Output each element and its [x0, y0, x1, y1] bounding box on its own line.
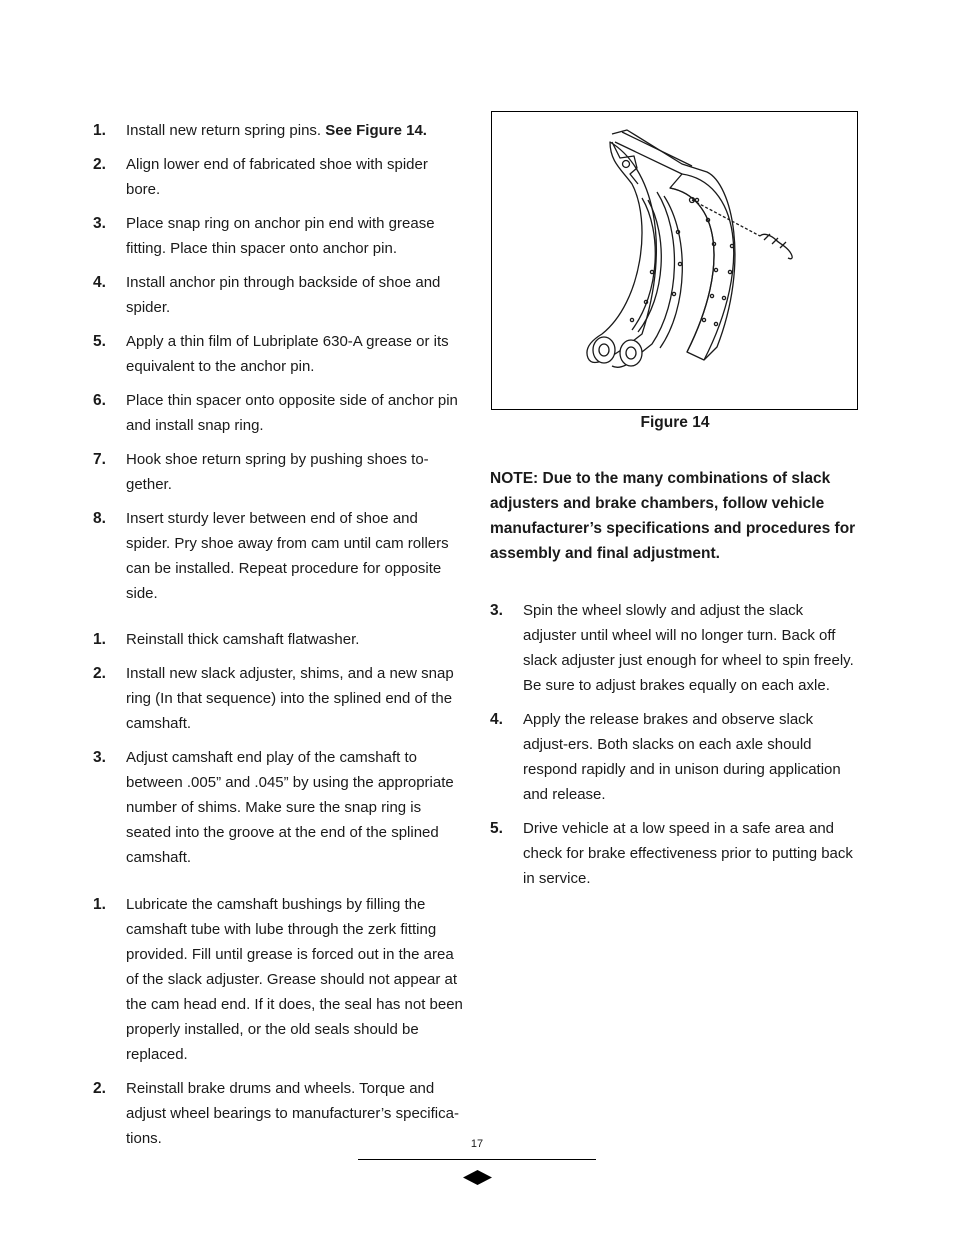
- list-item: [490, 598, 860, 698]
- list-item: [93, 627, 465, 652]
- step-number: 1.: [93, 896, 106, 913]
- slack-adjuster-steps: [93, 627, 465, 870]
- right-column: [490, 598, 860, 900]
- step-number: 3.: [93, 749, 106, 766]
- figure-caption: Figure 14: [640, 414, 710, 431]
- step-text: Reinstall brake drums and wheels. Torque and adjust wheel bearings to manufacturer’s specifica-tions.: [126, 1080, 459, 1147]
- list-item: [490, 816, 860, 891]
- step-text: Insert sturdy lever between end of shoe and spider. Pry shoe away from cam until cam rollers can be installed. Repeat procedure for opposite side.: [126, 510, 449, 602]
- step-text: Spin the wheel slowly and adjust the slack adjuster until wheel will no longer turn. Back off slack adjuster just enough for wheel to spin freely. Be sure to adjust brakes equally on each axle.: [523, 602, 854, 694]
- list-item: [93, 447, 465, 497]
- step-number: 3.: [490, 602, 503, 619]
- step-number: 4.: [490, 711, 503, 728]
- step-text: Place thin spacer onto opposite side of anchor pin and install snap ring.: [126, 392, 458, 434]
- step-number: 8.: [93, 510, 106, 527]
- page-number: 17: [470, 1138, 484, 1150]
- list-item: [93, 388, 465, 438]
- list-item: [93, 892, 465, 1067]
- list-item: [93, 329, 465, 379]
- step-number: 2.: [93, 665, 106, 682]
- list-item: [93, 270, 465, 320]
- step-text: Place snap ring on anchor pin end with grease fitting. Place thin spacer onto anchor pin.: [126, 215, 435, 257]
- shoe-installation-steps: [93, 118, 465, 606]
- step-number: 5.: [93, 333, 106, 350]
- list-item: [93, 211, 465, 261]
- step-text: Apply a thin film of Lubriplate 630-A grease or its equivalent to the anchor pin.: [126, 333, 449, 375]
- list-item: [93, 661, 465, 736]
- list-item: [93, 506, 465, 606]
- lubrication-steps: [93, 892, 465, 1151]
- step-text: Reinstall thick camshaft flatwasher.: [126, 631, 360, 648]
- footer-divider: [358, 1159, 596, 1160]
- step-text: Install anchor pin through backside of shoe and spider.: [126, 274, 441, 316]
- step-text: Install new slack adjuster, shims, and a new snap ring (In that sequence) into the splined end of the camshaft.: [126, 665, 454, 732]
- list-item: [93, 118, 465, 143]
- step-text: Adjust camshaft end play of the camshaft to between .005” and .045” by using the appropriate number of shims. Make sure the snap ring is seated into the groove at the end of the splined camshaft.: [126, 749, 454, 866]
- adjustment-note: NOTE: Due to the many combinations of slack adjusters and brake chambers, follow vehicle manufacturer’s specifications and procedures for assembly and final adjustment.: [490, 470, 856, 562]
- step-text: Apply the release brakes and observe slack adjust-ers. Both slacks on each axle should respond rapidly and in unison during application and release.: [523, 711, 841, 803]
- list-item: [93, 745, 465, 870]
- diamond-ornament-icon: [463, 1170, 492, 1185]
- step-number: 1.: [93, 631, 106, 648]
- brake-shoe-illustration: [492, 112, 856, 408]
- step-number: 3.: [93, 215, 106, 232]
- step-number: 7.: [93, 451, 106, 468]
- step-text: Lubricate the camshaft bushings by filling the camshaft tube with lube through the zerk fitting provided. Fill until grease is forced out in the area of the slack adjuster. Grease should not appear at the cam head end. If it does, the seal has not been properly installed, or the old seals should be replaced.: [126, 896, 463, 1063]
- left-column: [93, 118, 465, 1160]
- brake-adjustment-steps: [490, 598, 860, 891]
- step-number: 2.: [93, 1080, 106, 1097]
- figure-reference: See Figure 14.: [325, 122, 427, 139]
- step-number: 1.: [93, 122, 106, 139]
- list-item: [490, 707, 860, 807]
- step-number: 4.: [93, 274, 106, 291]
- step-text: Hook shoe return spring by pushing shoes to-gether.: [126, 451, 429, 493]
- list-item: [93, 152, 465, 202]
- step-text: Align lower end of fabricated shoe with spider bore.: [126, 156, 428, 198]
- step-text: Drive vehicle at a low speed in a safe area and check for brake effectiveness prior to putting back in service.: [523, 820, 853, 887]
- step-number: 2.: [93, 156, 106, 173]
- step-number: 5.: [490, 820, 503, 837]
- step-number: 6.: [93, 392, 106, 409]
- step-text: Install new return spring pins. See Figure 14.: [126, 122, 427, 139]
- figure-14-frame: [491, 111, 858, 410]
